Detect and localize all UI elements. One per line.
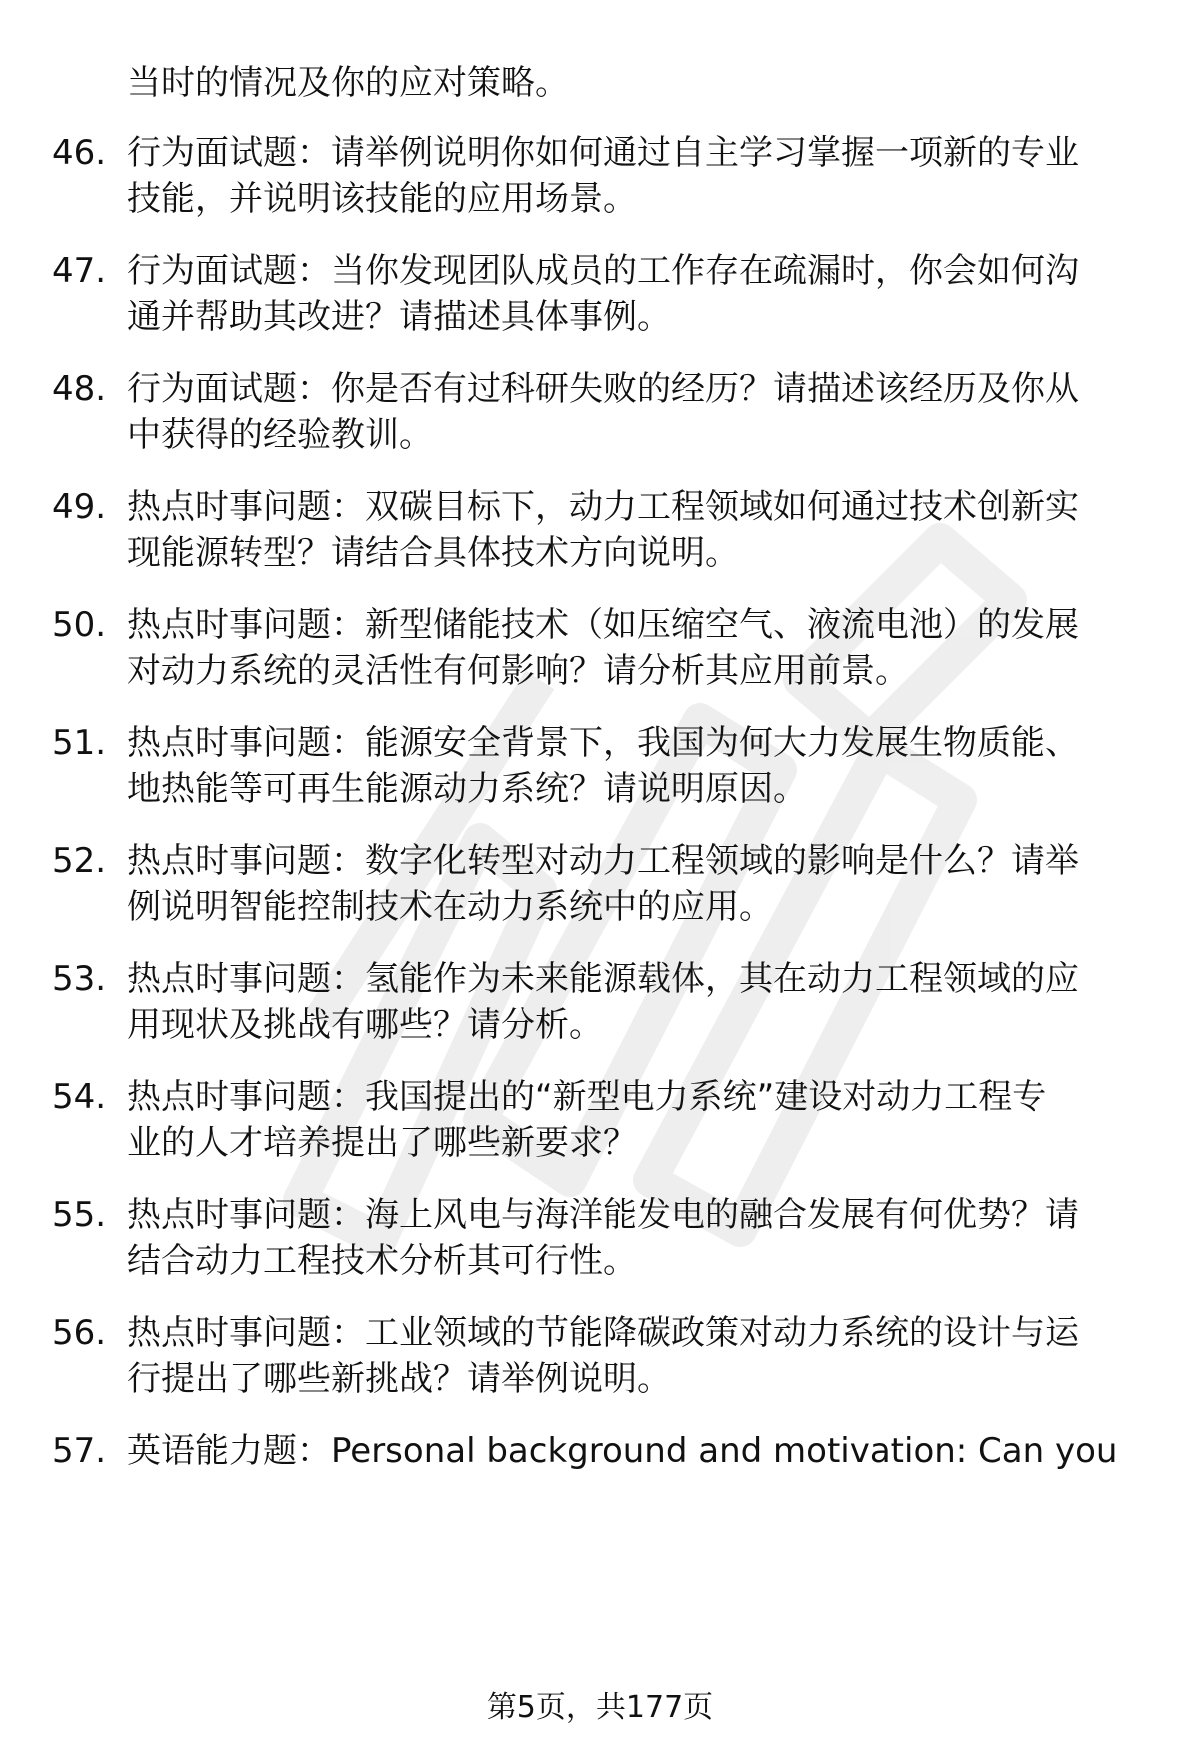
item-number: 54. — [52, 1077, 107, 1117]
item-number: 49. — [52, 487, 107, 527]
item-text-line2: 技能，并说明该技能的应用场景。 — [127, 179, 637, 219]
item-text-line2: 结合动力工程技术分析其可行性。 — [127, 1241, 637, 1281]
item-text-line1: 热点时事问题：我国提出的“新型电力系统”建设对动力工程专 — [127, 1077, 1047, 1117]
item-number: 51. — [52, 723, 107, 763]
item-text-line1: 热点时事问题：双碳目标下，动力工程领域如何通过技术创新实 — [127, 487, 1079, 527]
item-number: 47. — [52, 251, 107, 291]
intro-continuation: 当时的情况及你的应对策略。 — [127, 63, 569, 103]
item-text-line1: 英语能力题：Personal background and motivation: Can you — [127, 1431, 1118, 1471]
item-number: 46. — [52, 133, 107, 173]
item-text-line1: 行为面试题：你是否有过科研失败的经历？请描述该经历及你从 — [127, 369, 1079, 409]
item-text-line2: 例说明智能控制技术在动力系统中的应用。 — [127, 887, 773, 927]
item-text-line1: 热点时事问题：能源安全背景下，我国为何大力发展生物质能、 — [127, 723, 1079, 763]
item-text-line2: 业的人才培养提出了哪些新要求？ — [127, 1123, 637, 1163]
item-text-line1: 热点时事问题：氢能作为未来能源载体，其在动力工程领域的应 — [127, 959, 1079, 999]
item-number: 55. — [52, 1195, 107, 1235]
item-text-line1: 热点时事问题：工业领域的节能降碳政策对动力系统的设计与运 — [127, 1313, 1079, 1353]
item-text-line1: 行为面试题：当你发现团队成员的工作存在疏漏时，你会如何沟 — [127, 251, 1079, 291]
item-text-line2: 现能源转型？请结合具体技术方向说明。 — [127, 533, 739, 573]
item-text-line2: 用现状及挑战有哪些？请分析。 — [127, 1005, 603, 1045]
item-text-line1: 行为面试题：请举例说明你如何通过自主学习掌握一项新的专业 — [127, 133, 1079, 173]
page-footer: 第5页，共177页 — [486, 1690, 714, 1725]
item-text-line2: 对动力系统的灵活性有何影响？请分析其应用前景。 — [127, 651, 909, 691]
item-number: 52. — [52, 841, 107, 881]
item-number: 57. — [52, 1431, 107, 1471]
item-text-line2: 地热能等可再生能源动力系统？请说明原因。 — [127, 769, 807, 809]
item-text-line1: 热点时事问题：新型储能技术（如压缩空气、液流电池）的发展 — [127, 605, 1079, 645]
item-number: 48. — [52, 369, 107, 409]
item-number: 56. — [52, 1313, 107, 1353]
item-number: 53. — [52, 959, 107, 999]
item-text-line2: 通并帮助其改进？请描述具体事例。 — [127, 297, 671, 337]
item-text-line2: 行提出了哪些新挑战？请举例说明。 — [127, 1359, 671, 1399]
item-text-line1: 热点时事问题：数字化转型对动力工程领域的影响是什么？请举 — [127, 841, 1079, 881]
item-text-line1: 热点时事问题：海上风电与海洋能发电的融合发展有何优势？请 — [127, 1195, 1079, 1235]
item-text-line2: 中获得的经验教训。 — [127, 415, 433, 455]
item-number: 50. — [52, 605, 107, 645]
